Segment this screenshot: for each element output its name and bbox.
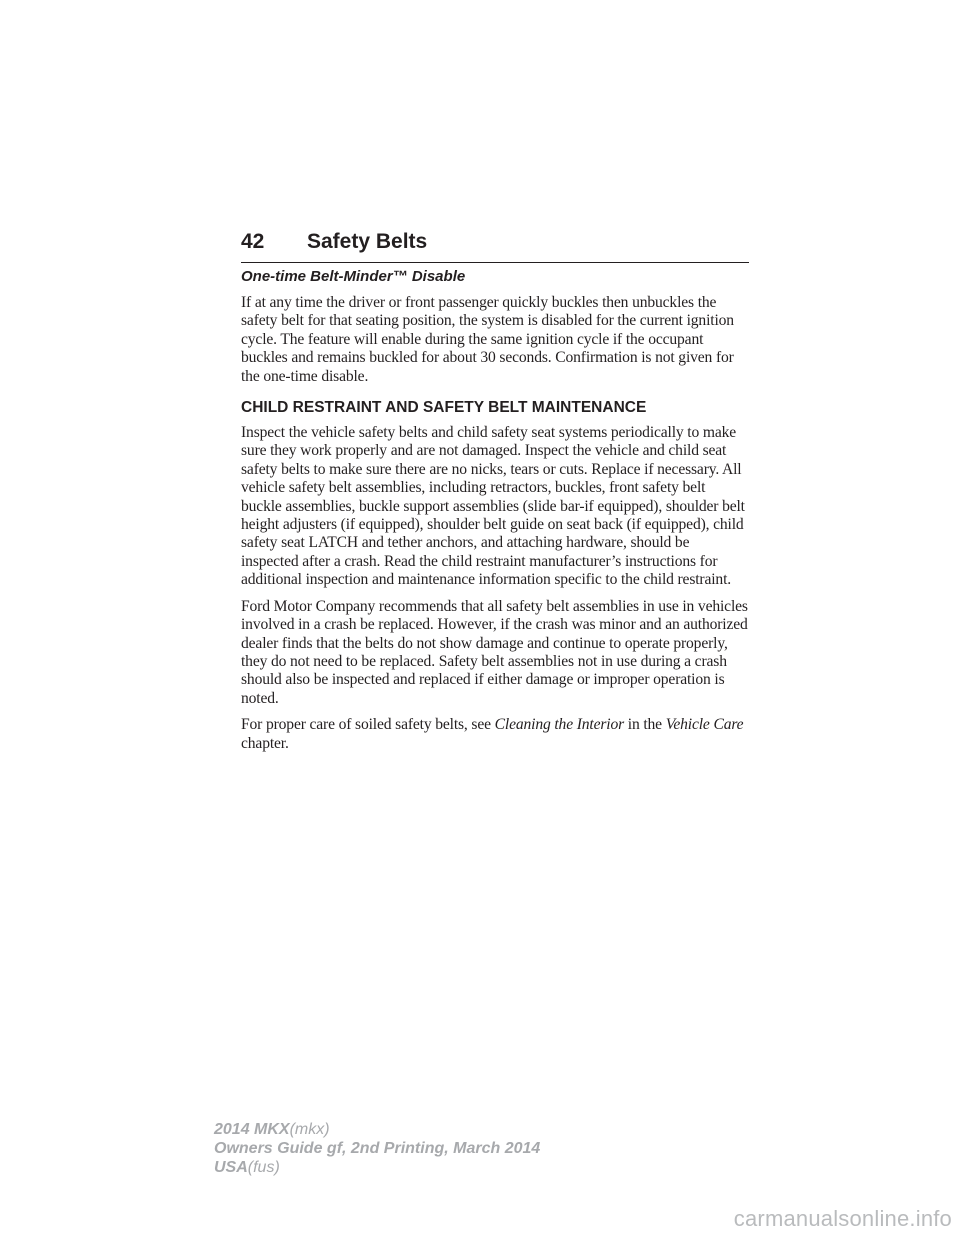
footer-market: USA [214, 1159, 248, 1176]
page-footer [214, 1120, 540, 1177]
footer-model-line [214, 1120, 540, 1139]
paragraph-replacement: Ford Motor Company recommends that all safety belt assemblies in use in vehicles involved in a crash be replaced. However, if the crash was minor and an authorized dealer finds that the belts do not show damage and continue to operate properly, they do not need to be replaced. Safety belt assemblies not in use during a crash should also be inspected and replaced if either damage or improper operation is noted. [241, 597, 748, 707]
section-heading-maintenance: CHILD RESTRAINT AND SAFETY BELT MAINTENANCE [241, 399, 647, 417]
care-text-before: For proper care of soiled safety belts, see [241, 716, 495, 734]
footer-model-code: (mkx) [289, 1121, 330, 1138]
footer-guide-info: Owners Guide gf, 2nd Printing, March 2014 [214, 1140, 541, 1157]
care-text-middle: in the [624, 716, 666, 734]
chapter-title: Safety Belts [307, 230, 428, 253]
paragraph-inspection: Inspect the vehicle safety belts and child safety seat systems periodically to make sure they work properly and are not damaged. Inspect the vehicle and child seat safety belts to make sure there are no nicks, tears or cuts. Replace if necessary. All vehicle safety belt assemblies, including retractors, buckles, front safety belt buckle assemblies, buckle support assemblies (slide bar-if equipped), shoulder belt height adjusters (if equipped), shoulder belt guide on seat back (if equipped), child safety seat LATCH and tether anchors, and attaching hardware, should be inspected after a crash. Read the child restraint manufacturer’s instructions for additional inspection and maintenance information specific to the child restraint. [241, 424, 745, 589]
page-content [241, 266, 749, 761]
footer-guide-line [214, 1139, 540, 1158]
page-header [241, 228, 749, 263]
footer-market-line [214, 1158, 540, 1177]
footer-market-code: (fus) [247, 1159, 280, 1176]
cross-reference-cleaning-interior: Cleaning the Interior [494, 716, 625, 734]
cross-reference-vehicle-care: Vehicle Care [665, 716, 744, 734]
paragraph-care-reference [241, 716, 749, 753]
paragraph-one-time-disable: If at any time the driver or front passenger quickly buckles then unbuckles the safety belt for that seating position, the system is disabled for the current ignition cycle. The feature will enable during the same ignition cycle if the occupant buckles and remains buckled for about 30 seconds. Confirmation is not given for the one-time disable. [241, 294, 734, 385]
page-number: 42 [241, 230, 265, 253]
footer-model: 2014 MKX [214, 1121, 290, 1138]
subheading-belt-minder-disable: One-time Belt-Minder™ Disable [241, 268, 466, 285]
watermark: carmanualsonline.info [733, 1206, 952, 1231]
care-text-after: chapter. [241, 734, 289, 752]
